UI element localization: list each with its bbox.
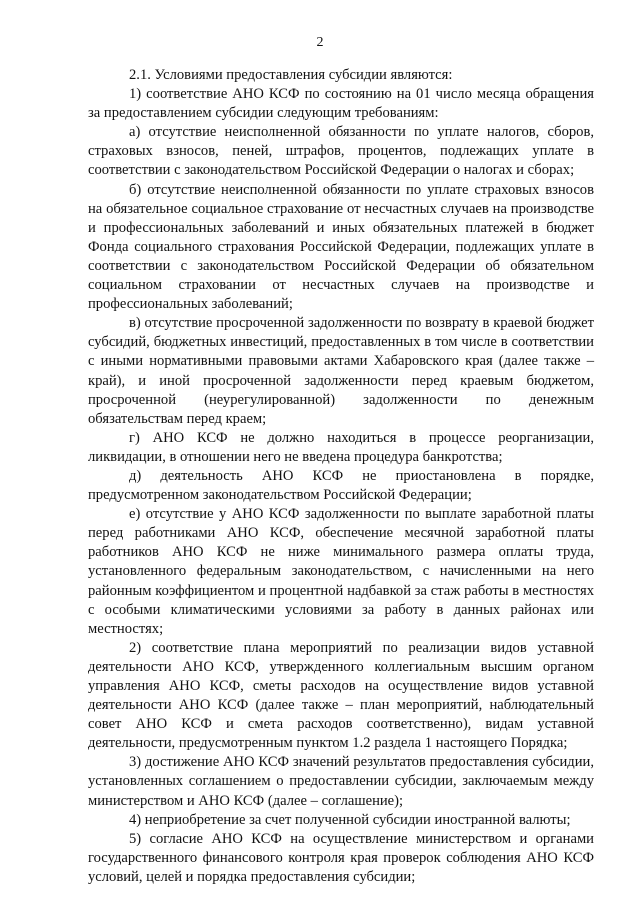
paragraph-condition-3: 3) достижение АНО КСФ значений результатов предоставления субсидии, установленных соглашением о предоставлении субсидии, заключаемым между министерством и АНО КСФ (далее – соглашение); — [88, 754, 594, 809]
paragraph-condition-4: 4) неприобретение за счет полученной субсидии иностранной валюты; — [129, 811, 571, 828]
paragraph-requirement-v: в) отсутствие просроченной задолженности по возврату в краевой бюджет субсидий, бюджетных инвестиций, предоставленных в том числе в соответствии с иными нормативными правовыми актами Хабаровского края (далее также – край), и иной просроченной задолженности перед краевым бюджетом, просроченной (неурегулированной) задолженности по денежным обязательствам перед краем; — [88, 315, 594, 427]
paragraph-requirement-a: а) отсутствие неисполненной обязанности по уплате налогов, сборов, страховых взносов, пеней, штрафов, процентов, подлежащих уплате в соответствии с законодательством Российской Федерации о налогах и сборах; — [88, 124, 594, 179]
paragraph-requirement-d: д) деятельность АНО КСФ не приостановлена в порядке, предусмотренном законодательством Российской Федерации; — [88, 467, 594, 504]
paragraph-requirement-e: е) отсутствие у АНО КСФ задолженности по выплате заработной платы перед работниками АНО КСФ, обеспечение месячной заработной платы работников АНО КСФ не ниже минимального размера оплаты труда, установленного федеральным законодательством, с начисленными на него районным коэффициентом и процентной надбавкой за стаж работы в местностях с особыми климатическими условиями за работу в данных районах или местностях; — [88, 506, 594, 637]
paragraph-condition-2: 2) соответствие плана мероприятий по реализации видов уставной деятельности АНО КСФ, утвержденного коллегиальным высшим органом управления АНО КСФ, сметы расходов на осуществление видов уставной деятельности АНО КСФ (далее также – план мероприятий, наблюдательный совет АНО КСФ и смета расходов соответственно), видам уставной деятельности, предусмотренным пунктом 1.2 раздела 1 настоящего Порядка; — [88, 639, 594, 752]
page-number: 2 — [316, 35, 324, 50]
paragraph-condition-5: 5) согласие АНО КСФ на осуществление министерством и органами государственного финансового контроля края проверок соблюдения АНО КСФ условий, целей и порядка предоставления субсидии; — [88, 830, 594, 885]
paragraph-2-1-heading: 2.1. Условиями предоставления субсидии являются: — [129, 67, 453, 83]
paragraph-requirement-b: б) отсутствие неисполненной обязанности по уплате страховых взносов на обязательное социальное страхование от несчастных случаев на производстве и профессиональных заболеваний и иных обязательных платежей в бюджет Фонда социального страхования Российской Федерации, подлежащих уплате в соответствии с законодательством Российской Федерации об обязательном социальном страховании от несчастных случаев на производстве и профессиональных заболеваний; — [88, 181, 594, 313]
document-body — [88, 66, 594, 887]
paragraph-requirement-g: г) АНО КСФ не должно находиться в процессе реорганизации, ликвидации, в отношении него не введена процедура банкротства; — [88, 429, 594, 465]
paragraph-condition-1: 1) соответствие АНО КСФ по состоянию на 01 число месяца обращения за предоставлением субсидии следующим требованиям: — [88, 86, 594, 122]
